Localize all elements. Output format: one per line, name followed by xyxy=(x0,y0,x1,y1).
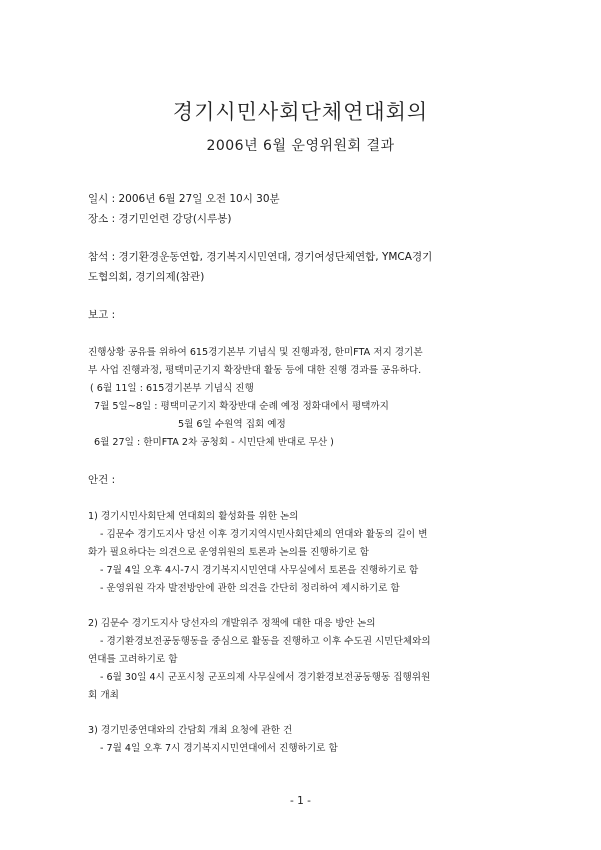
document-subtitle: 2006년 6월 운영위원회 결과 xyxy=(206,138,395,154)
attendees-line-1: 참석 : 경기환경운동연합, 경기복지시민연대, 경기여성단체연합, YMCA경기 xyxy=(88,251,433,263)
report-line-5: 5월 6일 수원역 집회 예정 xyxy=(178,419,286,430)
agenda-item-1-bullet-3: - 운영위원 각자 발전방안에 관한 의견을 간단히 정리하여 제시하기로 함 xyxy=(100,583,400,594)
agenda-item-3-bullet-1: - 7월 4일 오후 7시 경기복지시민연대에서 진행하기로 함 xyxy=(100,743,338,754)
agenda-item-1-title: 1) 경기시민사회단체 연대회의 활성화를 위한 논의 xyxy=(88,511,299,522)
page-number: - 1 - xyxy=(290,795,311,807)
agenda-item-2-bullet-2a: - 6월 30일 4시 군포시청 군포의제 사무실에서 경기환경보전공동행동 집행위원 xyxy=(100,672,431,683)
agenda-item-1-bullet-2: - 7월 4일 오후 4시-7시 경기복지시민연대 사무실에서 토론을 진행하기로 함 xyxy=(100,565,419,576)
attendees-line-2: 도협의회, 경기의제(참관) xyxy=(88,271,205,283)
report-line-1: 진행상황 공유를 위하여 615경기본부 기념식 및 진행과정, 한미FTA 저지 경기본 xyxy=(88,347,423,358)
report-line-6: 6월 27일 : 한미FTA 2차 공청회 - 시민단체 반대로 무산 ) xyxy=(94,437,334,448)
report-line-4: 7월 5일~8일 : 평택미군기지 확장반대 순례 예정 정화대에서 평택까지 xyxy=(94,401,389,412)
agenda-item-1-bullet-1b: 화가 필요하다는 의견으로 운영위원의 토론과 논의를 진행하기로 함 xyxy=(88,547,369,558)
agenda-item-2-bullet-1b: 연대를 고려하기로 함 xyxy=(88,654,178,665)
meeting-date: 일시 : 2006년 6월 27일 오전 10시 30분 xyxy=(88,193,280,205)
meeting-place: 장소 : 경기민언련 강당(시루봉) xyxy=(88,213,232,225)
report-line-3: ( 6월 11일 : 615경기본부 기념식 진행 xyxy=(90,383,254,394)
report-heading: 보고 : xyxy=(88,309,116,321)
agenda-item-2-bullet-1a: - 경기환경보전공동행동을 중심으로 활동을 진행하고 이후 수도권 시민단체와의 xyxy=(100,636,431,647)
document-title: 경기시민사회단체연대회의 xyxy=(172,100,429,124)
agenda-heading: 안건 : xyxy=(88,474,116,486)
agenda-item-1-bullet-1a: - 김문수 경기도지사 당선 이후 경기지역시민사회단체의 연대와 활동의 길이 변 xyxy=(100,529,428,540)
report-line-2: 부 사업 진행과정, 평택미군기지 확장반대 활동 등에 대한 진행 경과를 공유하다. xyxy=(88,365,422,376)
agenda-item-2-title: 2) 김문수 경기도지사 당선자의 개발위주 정책에 대한 대응 방안 논의 xyxy=(88,618,376,629)
agenda-item-3-title: 3) 경기민중연대와의 간담회 개최 요청에 관한 건 xyxy=(88,725,293,736)
agenda-item-2-bullet-2b: 회 개최 xyxy=(88,690,119,701)
